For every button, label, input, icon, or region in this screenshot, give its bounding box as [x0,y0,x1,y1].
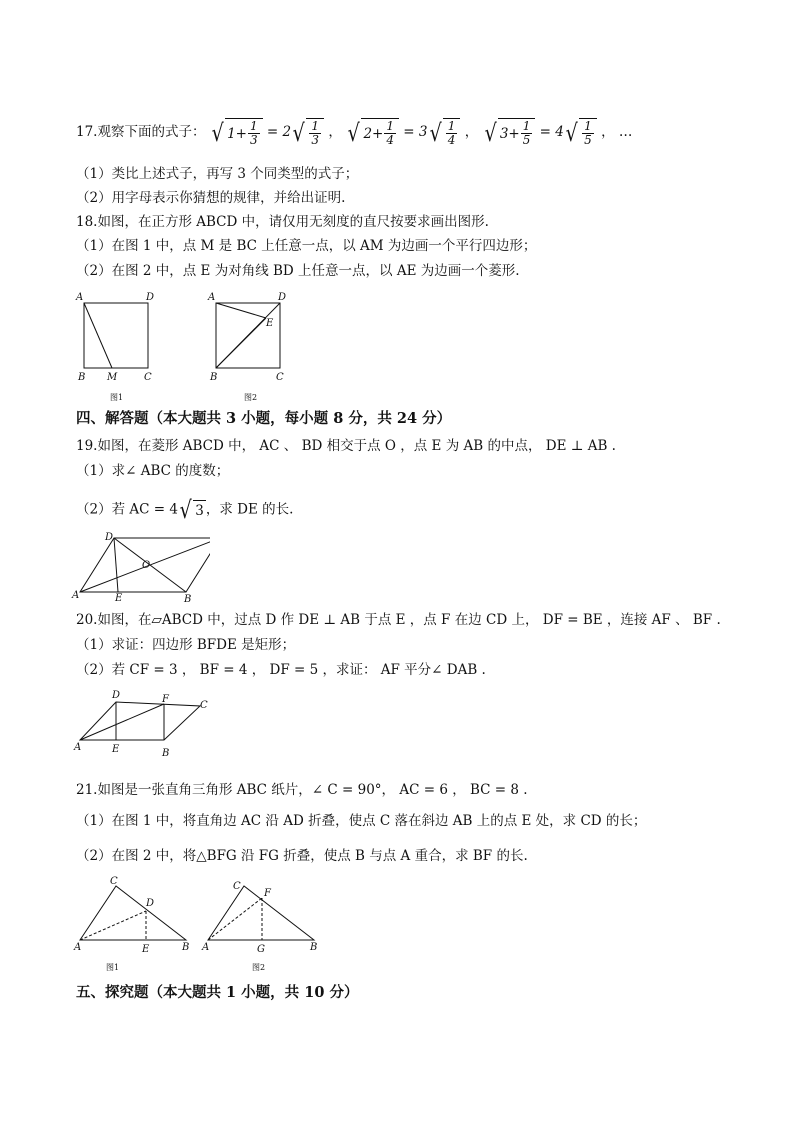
q19-part-1: （1）求∠ ABC 的度数； [76,463,230,479]
q21-fig1-label-c: C [110,876,118,887]
section-5-heading: 五、探究题（本大题共 1 小题，共 10 分） [76,984,359,1001]
q17-expression-1: √ 1 + $\frac{1}{3}$ = 2 √ $\frac{1}{3}$ [210,124,329,140]
q21-part-1: （1）在图 1 中，将直角边 AC 沿 AD 折叠，使点 C 落在斜边 AB 上的点 E 处，求 CD 的长； [76,813,647,829]
q21-fig2-label-f: F [264,888,271,899]
q21-fig1-label-b: B [182,942,190,953]
q18-stem: 18.如图，在正方形 ABCD 中，请仅用无刻度的直尺按要求画出图形. [76,214,489,230]
q18-part-2: （2）在图 2 中，点 E 为对角线 BD 上任意一点，以 AE 为边画一个菱形. [76,263,520,279]
q20-part-2: （2）若 CF = 3 ， BF = 4 ， DF = 5 ，求证： AF 平分∠ DAB . [76,662,486,678]
q20-figure [72,688,222,760]
q19-part-2: （2）若 AC = 4 √ 3 ，求 DE 的长. [76,496,294,524]
q21-figure-1 [72,874,197,974]
q21-fig1-label-a: A [74,942,82,953]
q21-fig2-label-c: C [233,881,241,892]
q21-fig1-label-d: D [146,898,155,909]
q18-fig1-label-m: M [107,372,118,383]
q19-stem: 19.如图，在菱形 ABCD 中， AC 、 BD 相交于点 O ，点 E 为 AB 的中点， DE ⊥ AB . [76,438,616,454]
q21-fig2-label-a: A [202,942,210,953]
q18-fig2-label-c: C [276,372,284,383]
q19-label-o: O [142,560,151,571]
q19-label-d: D [105,532,114,543]
q18-fig2-label-b: B [210,372,218,383]
q21-fig2-caption: 图2 [252,963,266,972]
q18-fig2-label-e: E [266,318,274,329]
q17-part-2: （2）用字母表示你猜想的规律，并给出证明. [76,190,346,206]
q20-label-c: C [200,700,208,711]
q21-fig2-label-g: G [257,944,265,955]
q18-fig1-label-a: A [76,292,84,303]
q18-fig1-label-c: C [144,372,152,383]
q21-fig1-caption: 图1 [106,963,120,972]
q18-part-1: （1）在图 1 中，点 M 是 BC 上任意一点，以 AM 为边画一个平行四边形； [76,238,537,254]
q18-fig2-label-d: D [278,292,287,303]
q19-label-e: E [115,593,123,604]
q18-fig2-caption: 图2 [244,393,258,402]
q20-label-a: A [74,742,82,753]
q19-label-a: A [72,590,80,601]
q17-part-1: （1）类比上述式子，再写 3 个同类型的式子； [76,166,359,182]
q21-stem: 21.如图是一张直角三角形 ABC 纸片，∠ C = 90°， AC = 6 ， BC = 8 . [76,782,528,798]
q19-figure [70,530,210,604]
q20-label-e: E [112,744,120,755]
q17-expression-3: √ 3 + $\frac{1}{5}$ = 4 √ $\frac{1}{5}$ [483,124,602,140]
q21-fig1-label-e: E [142,944,150,955]
q17-expression-2: √ 2 + $\frac{1}{4}$ = 3 √ $\frac{1}{4}$ [346,124,465,140]
q20-label-b: B [162,748,170,759]
q20-part-1: （1）求证：四边形 BFDE 是矩形； [76,637,296,653]
q21-part-2: （2）在图 2 中，将△BFG 沿 FG 折叠，使点 B 与点 A 重合，求 BF 的长. [76,848,528,864]
q18-fig1-caption: 图1 [110,393,124,402]
q18-fig2-label-a: A [208,292,216,303]
q20-label-d: D [112,690,121,701]
q18-fig1-label-d: D [146,292,155,303]
q17-stem: 17.观察下面的式子： √ 1 + $\frac{1}{3}$ = 2 √ $\frac{1}{3}$ ， √ 2 + $\frac{1}{4}$ = 3 √ $\frac{1}{4}$ ， √ 3 + $\frac{1}{5}$ = 4 √ $\frac{1}{5}$ ， … [76,118,633,147]
q18-figure-1 [72,288,172,406]
q20-stem: 20.如图，在▱ABCD 中，过点 D 作 DE ⊥ AB 于点 E ，点 F 在边 CD 上， DF = BE ，连接 AF 、 BF . [76,612,721,628]
section-4-heading: 四、解答题（本大题共 3 小题，每小题 8 分，共 24 分） [76,410,452,427]
q18-fig1-label-b: B [78,372,86,383]
q20-label-f: F [162,694,169,705]
q21-fig2-label-b: B [310,942,318,953]
q18-figure-2 [204,288,304,406]
q17-intro: 17.观察下面的式子： [76,124,206,140]
q19-label-b: B [184,594,192,604]
q21-figure-2 [200,874,325,974]
